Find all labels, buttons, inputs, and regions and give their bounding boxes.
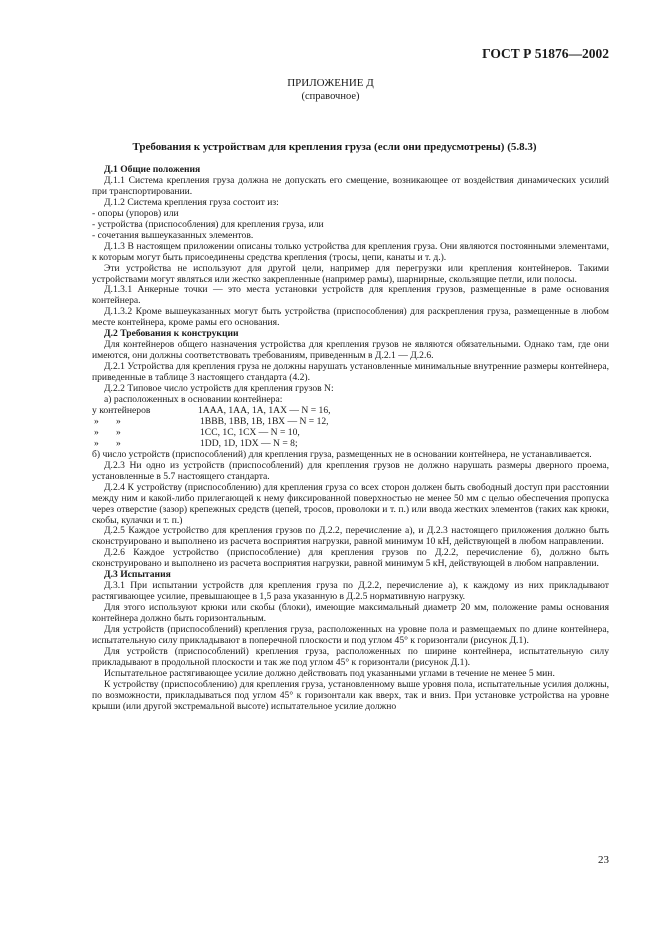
ditto-mark: » — [94, 426, 99, 438]
paragraph: Д.2.4 К устройству (приспособлению) для крепления груза со всех сторон должен быть свободный доступ при расстоянии между ним и какой-либо прилегающей к нему фиксированной поверхностью не менее 50 мм с целью обеспечения пропуска через отверстие (зазор) крепежных средств (цепей, тросов, проволоки и т. п.) или ввода жестких элементов (таких как крюки, скобы, кулачки и т. п.) — [92, 481, 609, 526]
ditto-mark: » — [116, 415, 121, 427]
row-value: 1СС, 1С, 1СХ — N = 10, — [200, 426, 300, 438]
paragraph: Д.2.6 Каждое устройство (приспособление) для крепления грузов по Д.2.2, перечисление б), должно быть сконструировано и выполнено из расчета восприятия нагрузки, равной минимум 5 кН, действующей в любом направлении. — [92, 547, 609, 570]
appendix-heading — [0, 77, 661, 103]
list-item: - опоры (упоров) или — [92, 207, 179, 219]
body-text — [92, 165, 609, 713]
paragraph: Для контейнеров общего назначения устройства для крепления грузов не являются обязательными. Однако там, где они имеются, они должны соответствовать требованиям, приведенным в Д.2.1 — Д.2.6. — [92, 339, 609, 362]
list-item: - устройства (приспособления) для крепления груза, или — [92, 218, 324, 230]
paragraph: Д.1.1 Система крепления груза должна не допускать его смещение, возникающее от воздействия динамических усилий при транспортировании. — [92, 174, 609, 197]
paragraph: Д.2.2 Типовое число устройств для крепления грузов N: — [104, 383, 334, 395]
paragraph: Д.2.1 Устройства для крепления груза не должны нарушать установленные минимальные внутренние размеры контейнера, приведенные в таблице 3 настоящего стандарта (4.2). — [92, 361, 609, 384]
paragraph: б) число устройств (приспособлений) для крепления груза, размещенных не в основании контейнера, не устанавливается. — [92, 448, 592, 460]
paragraph: Эти устройства не используют для другой цели, например для перегрузки или крепления контейнеров. Такими устройствами могут являться или жестко закрепленные (например рамы), шарнирные, скользящие петли, или полосы. — [92, 262, 609, 285]
ditto-mark: » — [94, 415, 99, 427]
paragraph: а) расположенных в основании контейнера: — [104, 394, 283, 406]
paragraph: Д.2.5 Каждое устройство для крепления грузов по Д.2.2, перечисление а), и Д.2.3 настоящего приложения должно быть сконструировано и выполнено из расчета восприятия нагрузки, равной минимум 10 кН, действующей в любом направлении. — [92, 525, 609, 548]
row-value: 1ВВВ, 1ВВ, 1В, 1ВХ — N = 12, — [200, 415, 329, 427]
appendix-subtitle: (справочное) — [301, 91, 360, 102]
paragraph: Для устройств (приспособлений) крепления груза, расположенных по ширине контейнера, испытательную силу прикладывают в продольной плоскости и так же под углом 45° к горизонтали (рисунок Д.1). — [92, 645, 609, 668]
paragraph: Испытательное растягивающее усилие должно действовать под указанными углами в течение не менее 5 мин. — [104, 667, 555, 679]
standard-header: ГОСТ Р 51876—2002 — [482, 46, 609, 61]
paragraph: Д.1.3.1 Анкерные точки — это места установки устройств для крепления грузов, размещенные в раме основания контейнера. — [92, 284, 609, 307]
row-label: у контейнеров — [92, 404, 151, 416]
paragraph: Для этого используют крюки или скобы (блоки), имеющие максимальный диаметр 20 мм, положение рамы основания контейнера должно быть горизонтальным. — [92, 602, 609, 625]
paragraph: Д.1.3.2 Кроме вышеуказанных могут быть устройства (приспособления) для раскрепления груза, размещенные в любом месте контейнера, кроме рамы его основания. — [92, 306, 609, 329]
paragraph: Д.2.3 Ни одно из устройств (приспособлений) для крепления грузов не должно нарушать размеры дверного проема, установленные в 5.7 настоящего стандарта. — [92, 459, 609, 482]
section-heading: Д.1 Общие положения — [104, 164, 201, 175]
row-value: 1DD, 1D, 1DX — N = 8; — [200, 437, 298, 449]
paragraph: Д.1.3 В настоящем приложении описаны только устройства для крепления груза. Они являются постоянными элементами, к которым могут быть присоединены средства крепления (тросы, цепи, канаты и т. д.). — [92, 240, 609, 263]
paragraph: Для устройств (приспособлений) крепления груза, расположенных на уровне пола и размещаемых по длине контейнера, испытательную силу прикладывают в поперечной плоскости и под углом 45° к горизонтали (рисунок Д.1). — [92, 624, 609, 646]
section-heading: Д.3 Испытания — [104, 569, 171, 581]
container-count-row — [92, 428, 609, 439]
ditto-mark: » — [94, 437, 99, 449]
paragraph: Д.3.1 При испытании устройств для крепления груза по Д.2.2, перечисление а), к каждому из них прикладывают растягивающее усилие, превышающее в 1,5 раза указанную в Д.2.5 нормативную нагрузку. — [92, 580, 609, 603]
main-title: Требования к устройствам для крепления груза (если они предусмотрены) (5.8.3) — [132, 141, 537, 153]
section-heading: Д.2 Требования к конструкции — [104, 328, 239, 340]
list-item: - сочетания вышеуказанных элементов. — [92, 229, 254, 241]
ditto-mark: » — [116, 437, 121, 449]
appendix-title: ПРИЛОЖЕНИЕ Д — [287, 77, 374, 89]
paragraph: Д.1.2 Система крепления груза состоит из: — [104, 196, 279, 208]
container-count-row — [92, 406, 609, 417]
page-number: 23 — [598, 854, 609, 866]
container-count-row — [92, 417, 609, 428]
ditto-mark: » — [116, 426, 121, 438]
paragraph: К устройству (приспособлению) для крепления груза, установленному выше уровня пола, испытательные усилия должны, по возможности, прикладываться под углом 45° к горизонтали как вверх, так и вниз. При установке устройства на уровне крыши (или другой экстремальной высоте) испытательное усилие должно — [92, 678, 609, 712]
row-value: 1ААА, 1АА, 1А, 1АХ — N = 16, — [198, 404, 331, 416]
